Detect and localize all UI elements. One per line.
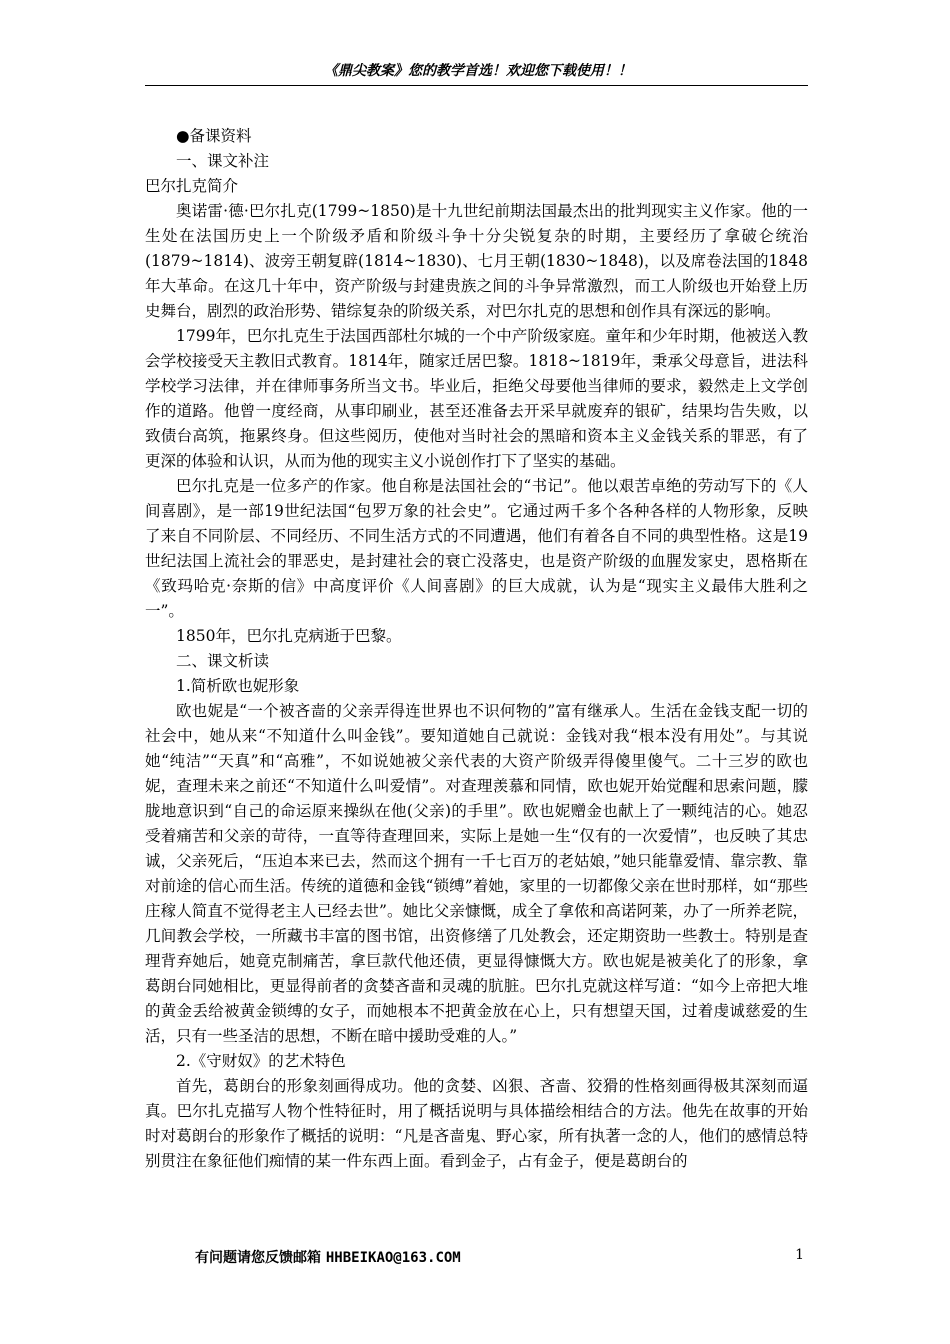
feedback-label: 有问题请您反馈邮箱 [195, 1250, 321, 1266]
section-marker: ●备课资料 [176, 127, 252, 145]
feedback-email: HHBEIKAO@163.COM [325, 1250, 461, 1266]
paragraph: 奥诺雷·德·巴尔扎克(1799~1850)是十九世纪前期法国最杰出的批判现实主义作家。他的一生处在法国历史上一个阶级矛盾和阶级斗争十分尖锐复杂的时期，主要经历了拿破仑统治(1879~1814)、波旁王朝复辟(1814~1830)、七月王朝(1830~1848)，以及席卷法国的1848年大革命。在这几十年中，资产阶级与封建贵族之间的斗争异常激烈，而工人阶级也开始登上历史舞台，剧烈的政治形势、错综复杂的阶级关系，对巴尔扎克的思想和创作具有深远的影响。 [145, 202, 808, 320]
document-title: 巴尔扎克简介 [145, 177, 239, 195]
part2-heading: 二、课文析读 [176, 652, 270, 670]
header-divider [145, 85, 808, 86]
paragraph: 首先，葛朗台的形象刻画得成功。他的贪婪、凶狠、吝啬、狡猾的性格刻画得极其深刻而逼真。巴尔扎克描写人物个性特征时，用了概括说明与具体描绘相结合的方法。他先在故事的开始时对葛朗台的形象作了概括的说明：“凡是吝啬鬼、野心家，所有执著一念的人，他们的感情总特别贯注在象征他们痴情的某一件东西上面。看到金子，占有金子，便是葛朗台的 [145, 1077, 808, 1170]
page-header: 《鼎尖教案》您的教学首选！欢迎您下载使用！！ [324, 63, 632, 79]
page-footer [145, 1247, 808, 1267]
document-body [145, 124, 808, 1174]
part1-heading: 一、课文补注 [176, 152, 270, 170]
feedback-line [195, 1247, 461, 1267]
paragraph: 巴尔扎克是一位多产的作家。他自称是法国社会的“书记”。他以艰苦卓绝的劳动写下的《人间喜剧》，是一部19世纪法国“包罗万象的社会史”。它通过两千多个各种各样的人物形象，反映了来自不同阶层、不同经历、不同生活方式的不同遭遇，他们有着各自不同的典型性格。这是19世纪法国上流社会的罪恶史，是封建社会的衰亡没落史，也是资产阶级的血腥发家史，恩格斯在《致玛哈克·奈斯的信》中高度评价《人间喜剧》的巨大成就，认为是“现实主义最伟大胜利之一”。 [145, 477, 808, 620]
paragraph: 欧也妮是“一个被吝啬的父亲弄得连世界也不识何物的”富有继承人。生活在金钱支配一切的社会中，她从来“不知道什么叫金钱”。要知道她自己就说：金钱对我“根本没有用处”。与其说她“纯洁”“天真”和“高雅”，不如说她被父亲代表的大资产阶级弄得傻里傻气。二十三岁的欧也妮，查理未来之前还“不知道什么叫爱情”。对查理羡慕和同情，欧也妮开始觉醒和思索问题，朦胧地意识到“自己的命运原来操纵在他(父亲)的手里”。欧也妮赠金也献上了一颗纯洁的心。她忍受着痛苦和父亲的苛待，一直等待查理回来，实际上是她一生“仅有的一次爱情”，也反映了其忠诚，父亲死后，“压迫本来已去，然而这个拥有一千七百万的老姑娘，”她只能靠爱情、靠宗教、靠对前途的信心而生活。传统的道德和金钱“锁缚”着她，家里的一切都像父亲在世时那样，如“那些庄稼人简直不觉得老主人已经去世”。她比父亲慷慨，成全了拿侬和高诺阿莱，办了一所养老院，几间教会学校，一所藏书丰富的图书馆，出资修缮了几处教会，还定期资助一些教士。特别是查理背弃她后，她竟克制痛苦，拿巨款代他还债，更显得慷慨大方。欧也妮是被美化了的形象，拿葛朗台同她相比，更显得前者的贪婪吝啬和灵魂的肮脏。巴尔扎克就这样写道：“如今上帝把大堆的黄金丢给被黄金锁缚的女子，而她根本不把黄金放在心上，只有想望天国，过着虔诚慈爱的生活，只有一些圣洁的思想，不断在暗中援助受难的人。” [145, 702, 808, 1045]
page-number: 1 [795, 1247, 804, 1263]
sub2-heading: 2.《守财奴》的艺术特色 [176, 1052, 346, 1070]
paragraph: 1850年，巴尔扎克病逝于巴黎。 [176, 627, 402, 645]
paragraph: 1799年，巴尔扎克生于法国西部杜尔城的一个中产阶级家庭。童年和少年时期，他被送入教会学校接受天主教旧式教育。1814年，随家迁居巴黎。1818~1819年，秉承父母意旨，进法科学校学习法律，并在律师事务所当文书。毕业后，拒绝父母要他当律师的要求，毅然走上文学创作的道路。他曾一度经商，从事印刷业，甚至还准备去开采早就废弃的银矿，结果均告失败，以致债台高筑，拖累终身。但这些阅历，使他对当时社会的黑暗和资本主义金钱关系的罪恶，有了更深的体验和认识，从而为他的现实主义小说创作打下了坚实的基础。 [145, 327, 808, 470]
sub1-heading: 1.简析欧也妮形象 [176, 677, 300, 695]
